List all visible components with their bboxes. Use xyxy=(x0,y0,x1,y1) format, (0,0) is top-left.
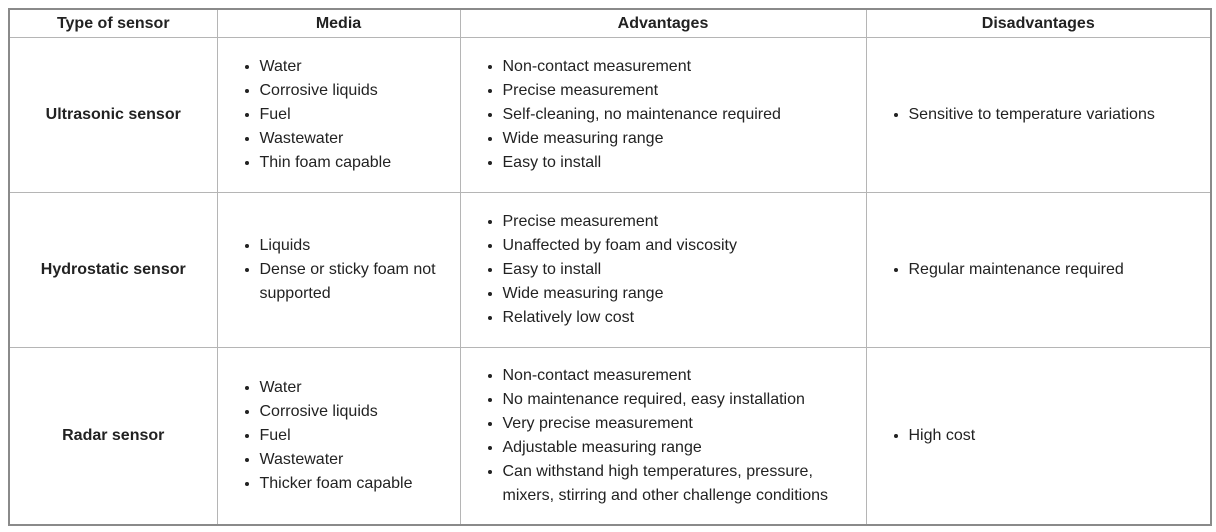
table-row-radar xyxy=(9,348,1211,526)
advantage-item: • Unaffected by foam and viscosity xyxy=(503,234,860,258)
advantage-item: • Precise measurement xyxy=(503,79,860,103)
table-row-ultrasonic xyxy=(9,38,1211,193)
disadvantages-list xyxy=(867,103,1205,127)
advantage-item: • Adjustable measuring range xyxy=(503,436,860,460)
header-media: Media xyxy=(217,9,460,38)
media-item: • Dense or sticky foam not supported xyxy=(260,258,454,306)
table-row-hydrostatic xyxy=(9,193,1211,348)
disadvantages-list xyxy=(867,258,1205,282)
advantage-item: • Wide measuring range xyxy=(503,127,860,151)
media-item: • Water xyxy=(260,55,454,79)
advantages-list xyxy=(461,55,860,175)
advantages-cell xyxy=(460,348,866,526)
advantage-item: • No maintenance required, easy installation xyxy=(503,388,860,412)
media-cell xyxy=(217,348,460,526)
disadvantage-item: • High cost xyxy=(909,424,1205,448)
disadvantages-cell xyxy=(866,348,1211,526)
advantage-item: • Non-contact measurement xyxy=(503,55,860,79)
disadvantage-item: • Regular maintenance required xyxy=(909,258,1205,282)
media-item: • Fuel xyxy=(260,424,454,448)
advantage-item: • Precise measurement xyxy=(503,210,860,234)
advantage-item: • Easy to install xyxy=(503,151,860,175)
media-item: • Thin foam capable xyxy=(260,151,454,175)
media-cell xyxy=(217,193,460,348)
advantage-item: • Easy to install xyxy=(503,258,860,282)
media-item: • Wastewater xyxy=(260,448,454,472)
advantage-item: • Very precise measurement xyxy=(503,412,860,436)
disadvantages-cell xyxy=(866,193,1211,348)
advantages-cell xyxy=(460,38,866,193)
media-item: • Water xyxy=(260,376,454,400)
header-row xyxy=(9,9,1211,38)
media-item: • Corrosive liquids xyxy=(260,79,454,103)
disadvantages-cell xyxy=(866,38,1211,193)
sensor-type-cell: Radar sensor xyxy=(9,348,217,526)
media-list xyxy=(218,376,454,496)
advantage-item: • Relatively low cost xyxy=(503,306,860,330)
advantages-list xyxy=(461,210,860,330)
media-item: • Liquids xyxy=(260,234,454,258)
advantage-item: • Can withstand high temperatures, pressure, mixers, stirring and other challenge conditions xyxy=(503,460,860,508)
media-cell xyxy=(217,38,460,193)
advantages-cell xyxy=(460,193,866,348)
media-item: • Fuel xyxy=(260,103,454,127)
sensor-type-cell: Ultrasonic sensor xyxy=(9,38,217,193)
advantages-list xyxy=(461,364,860,508)
table-body xyxy=(9,38,1211,526)
media-item: • Corrosive liquids xyxy=(260,400,454,424)
advantage-item: • Non-contact measurement xyxy=(503,364,860,388)
advantage-item: • Wide measuring range xyxy=(503,282,860,306)
media-item: • Thicker foam capable xyxy=(260,472,454,496)
advantage-item: • Self-cleaning, no maintenance required xyxy=(503,103,860,127)
disadvantage-item: • Sensitive to temperature variations xyxy=(909,103,1205,127)
header-advantages: Advantages xyxy=(460,9,866,38)
header-type-of-sensor: Type of sensor xyxy=(9,9,217,38)
sensor-comparison-table xyxy=(8,8,1212,526)
media-list xyxy=(218,234,454,306)
disadvantages-list xyxy=(867,424,1205,448)
header-disadvantages: Disadvantages xyxy=(866,9,1211,38)
media-list xyxy=(218,55,454,175)
table-header xyxy=(9,9,1211,38)
media-item: • Wastewater xyxy=(260,127,454,151)
sensor-type-cell: Hydrostatic sensor xyxy=(9,193,217,348)
